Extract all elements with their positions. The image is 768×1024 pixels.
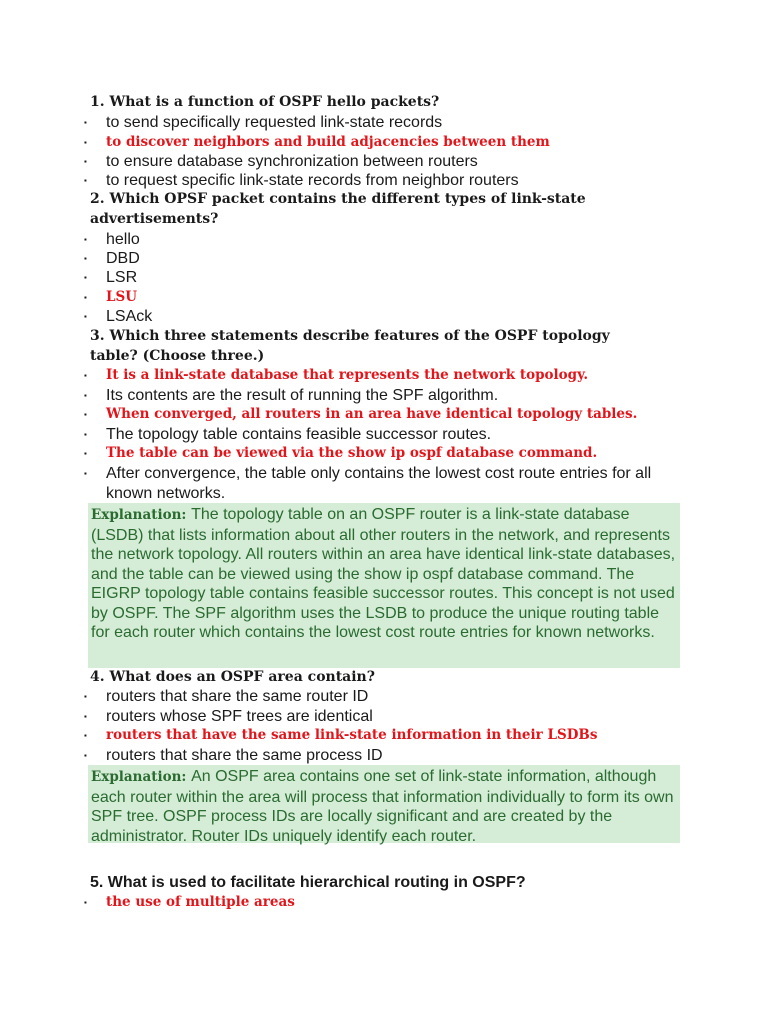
bullet-icon: ▪	[84, 176, 87, 185]
q3-option-1-correct: ▪ It is a link-state database that represents the network topology.	[84, 366, 674, 386]
bullet-icon: ▪	[84, 312, 87, 321]
q4-explanation-text: An OSPF area contains one set of link-state information, although each router within the area will process that information individually to form its own SPF tree. OSPF process IDs are locally significant and are created by the administrator. Router IDs uniquely identify each router.	[91, 768, 674, 845]
bullet-icon: ▪	[84, 410, 87, 419]
question-5: 5. What is used to facilitate hierarchical routing in OSPF?	[90, 874, 526, 891]
bullet-icon: ▪	[84, 254, 87, 263]
question-1: 1. What is a function of OSPF hello packets?	[90, 94, 440, 110]
q4-option-4: ▪ routers that share the same process ID	[84, 747, 383, 764]
bullet-icon: ▪	[84, 118, 87, 127]
bullet-icon: ▪	[84, 898, 87, 907]
q1-option-1: ▪ to send specifically requested link-state records	[84, 114, 443, 131]
bullet-icon: ▪	[84, 469, 87, 478]
bullet-icon: ▪	[84, 138, 87, 147]
q3-option-3-correct: ▪ When converged, all routers in an area have identical topology tables.	[84, 405, 674, 425]
q3-explanation-text: The topology table on an OSPF router is a link-state database (LSDB) that lists information about all other routers in the network, and represents the network topology. All routers within an area have identical link-state databases, and the table can be viewed using the show ip ospf database command. The EIGRP topology table contains feasible successor routes. This concept is not used by OSPF. The SPF algorithm uses the LSDB to produce the unique routing table for each router which contains the lowest cost route entries for known networks.	[91, 506, 676, 641]
q1-option-4: ▪ to request specific link-state records from neighbor routers	[84, 172, 519, 189]
bullet-icon: ▪	[84, 391, 87, 400]
bullet-icon: ▪	[84, 751, 87, 760]
q4-option-3-correct: ▪ routers that have the same link-state information in their LSDBs	[84, 726, 674, 746]
q3-option-2: ▪ Its contents are the result of running the SPF algorithm.	[84, 387, 499, 404]
explanation-label: Explanation:	[91, 769, 192, 785]
bullet-icon: ▪	[84, 273, 87, 282]
question-2: 2. Which OPSF packet contains the different types of link-state advertisements?	[90, 191, 586, 227]
q4-option-2: ▪ routers whose SPF trees are identical	[84, 708, 373, 725]
bullet-icon: ▪	[84, 293, 87, 302]
bullet-icon: ▪	[84, 430, 87, 439]
q2-option-2: ▪ DBD	[84, 250, 140, 267]
bullet-icon: ▪	[84, 157, 87, 166]
question-4: 4. What does an OSPF area contain?	[90, 669, 375, 685]
bullet-icon: ▪	[84, 731, 87, 740]
q2-option-5: ▪ LSAck	[84, 308, 153, 325]
bullet-icon: ▪	[84, 692, 87, 701]
bullet-icon: ▪	[84, 712, 87, 721]
bullet-icon: ▪	[84, 235, 87, 244]
bullet-icon: ▪	[84, 371, 87, 380]
q2-option-3: ▪ LSR	[84, 269, 138, 286]
explanation-label: Explanation:	[91, 507, 192, 523]
q2-option-1: ▪ hello	[84, 231, 140, 248]
q3-option-5-correct: ▪ The table can be viewed via the show ip ospf database command.	[84, 444, 674, 464]
q1-option-3: ▪ to ensure database synchronization between routers	[84, 153, 478, 170]
q5-option-1-correct: ▪ the use of multiple areas	[84, 893, 674, 913]
q4-option-1: ▪ routers that share the same router ID	[84, 688, 369, 705]
q3-option-6: ▪ After convergence, the table only contains the lowest cost route entries for all known networks.	[84, 465, 652, 502]
q2-option-4-correct: ▪ LSU	[84, 288, 674, 308]
bullet-icon: ▪	[84, 449, 87, 458]
q3-explanation-box	[88, 503, 680, 668]
q4-explanation-box	[88, 765, 680, 843]
question-3: 3. Which three statements describe features of the OSPF topology table? (Choose three.)	[90, 328, 610, 364]
q1-option-2-correct: ▪ to discover neighbors and build adjacencies between them	[84, 133, 674, 153]
q3-option-4: ▪ The topology table contains feasible successor routes.	[84, 426, 492, 443]
